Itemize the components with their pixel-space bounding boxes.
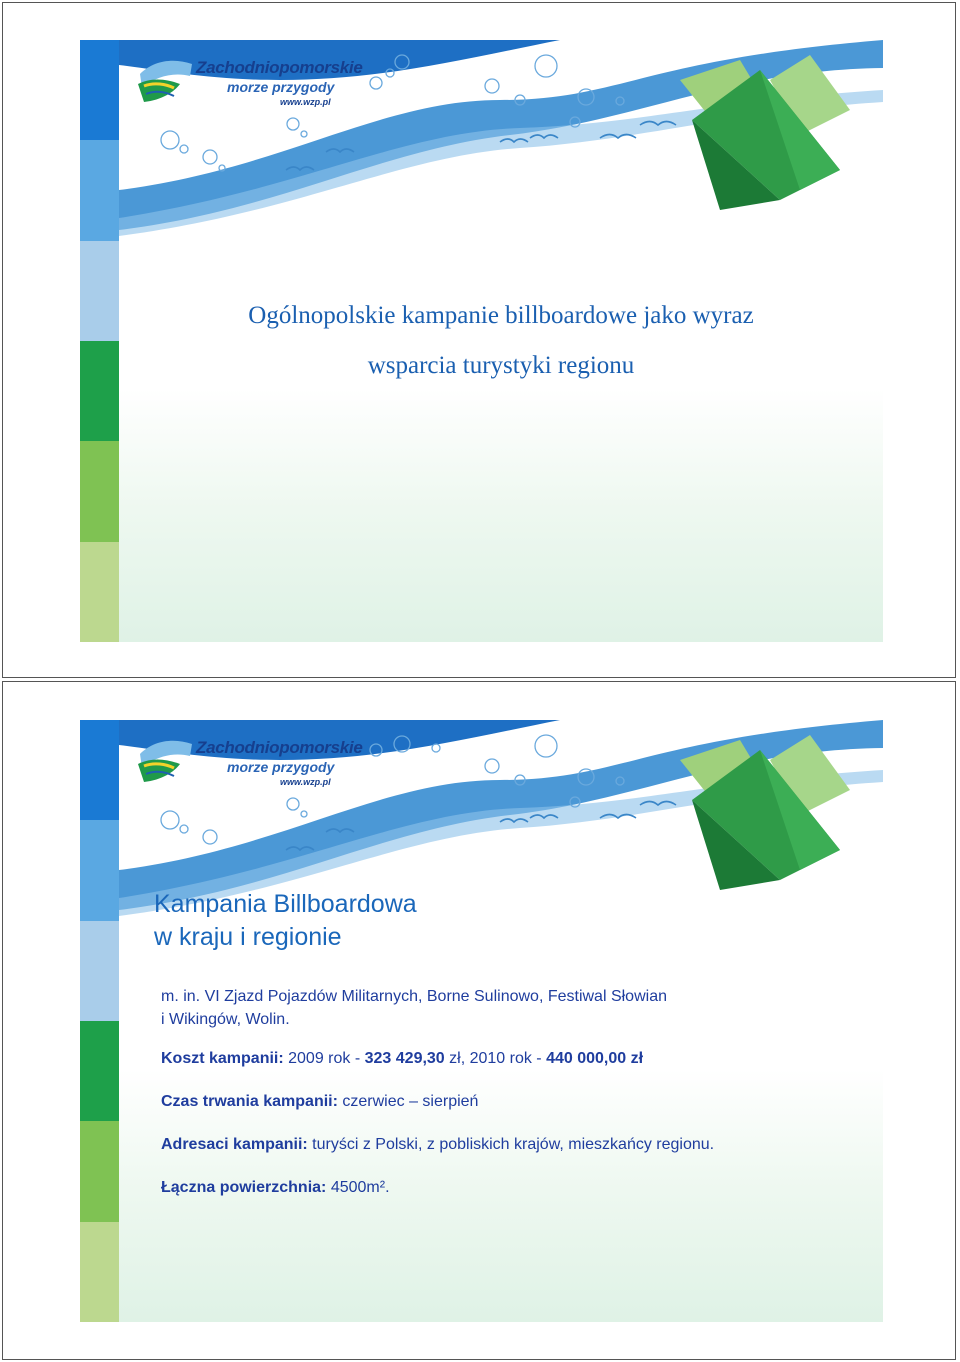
area-line: [161, 1179, 861, 1197]
cost-year2-value: 440 000,00 zł: [546, 1050, 644, 1067]
cost-year1-unit: zł, 2010 rok -: [444, 1050, 547, 1067]
slide-1: [80, 40, 883, 642]
campaign-heading-line-1: Kampania Billboardowa: [154, 890, 417, 918]
duration-line: [161, 1093, 861, 1111]
campaign-heading: [154, 888, 417, 954]
campaign-heading-line-2: w kraju i regionie: [154, 923, 342, 951]
brand-tagline: morze przygody: [227, 759, 335, 775]
brand-name: Zachodniopomorskie: [196, 58, 363, 77]
brand-logo-icon: [134, 54, 196, 110]
intro-line-1: m. in. VI Zjazd Pojazdów Militarnych, Borne Sulinowo, Festiwal Słowian: [161, 988, 667, 1005]
brand-name: Zachodniopomorskie: [196, 738, 363, 757]
intro-line-2: i Wikingów, Wolin.: [161, 1011, 290, 1028]
slide-title-line-1: Ogólnopolskie kampanie billboardowe jako wyraz: [248, 302, 754, 329]
area-value: 4500m².: [326, 1179, 390, 1196]
audience-value: turyści z Polski, z pobliskich krajów, mieszkańcy regionu.: [307, 1136, 715, 1153]
brand-tagline: morze przygody: [227, 79, 335, 95]
slide-title-line-2: wsparcia turystyki regionu: [367, 352, 635, 379]
cost-line: [161, 1050, 861, 1068]
audience-line: [161, 1136, 861, 1154]
audience-label: Adresaci kampanii:: [161, 1136, 308, 1153]
brand-logo: [134, 52, 364, 112]
brand-url: www.wzp.pl: [280, 97, 331, 107]
cost-year1-value: 323 429,30: [364, 1050, 445, 1067]
intro-paragraph: [161, 985, 861, 1031]
slide-2: [80, 720, 883, 1322]
brand-logo-icon: [134, 734, 196, 790]
duration-value: czerwiec – sierpień: [337, 1093, 479, 1110]
brand-url: www.wzp.pl: [280, 777, 331, 787]
brand-logo: [134, 732, 364, 792]
duration-label: Czas trwania kampanii:: [161, 1093, 338, 1110]
cost-year1-text: 2009 rok -: [283, 1050, 365, 1067]
area-label: Łączna powierzchnia:: [161, 1179, 327, 1196]
cost-label: Koszt kampanii:: [161, 1050, 284, 1067]
